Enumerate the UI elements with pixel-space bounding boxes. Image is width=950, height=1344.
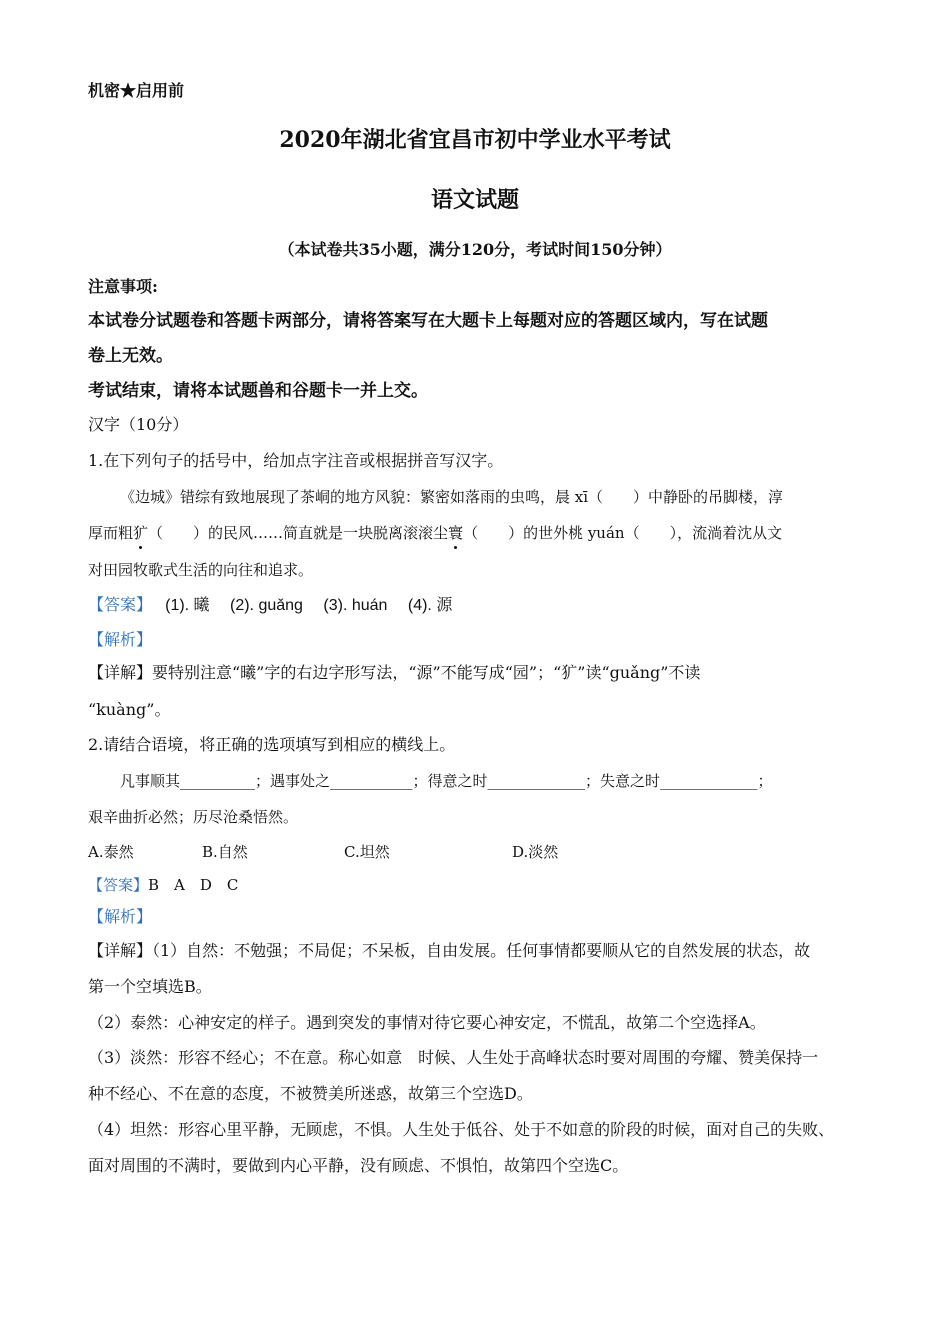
q1-analysis-label: 【解析】 (88, 630, 153, 649)
q2-detail-3a: （3）淡然：形容不经心；不在意。称心如意 时候、人生处于高峰状态时要对周围的夸耀、赞美保持一 (88, 1048, 819, 1067)
q2-detail-1a: 【详解】（1）自然：不勉强；不局促；不呆板，自由发展。任何事情都要顺从它的自然发展的状态，故 (88, 941, 811, 960)
q1-passage-line-1: 《边城》错综有致地展现了茶峒的地方风貌：繁密如落雨的虫鸣，晨 xī（ ）中静卧的吊脚楼，淳 (120, 488, 784, 506)
q2-detail-4a: （4）坦然：形容心里平静，无顾虑，不惧。人生处于低谷、处于不如意的阶段的时候，面对自己的失败、 (88, 1120, 835, 1139)
q2-detail-4b: 面对周围的不满时，要做到内心平静，没有顾虑、不惧怕，故第四个空选C。 (88, 1156, 629, 1175)
q2-answer-text: B A D C (148, 876, 239, 894)
q2-analysis-label: 【解析】 (88, 907, 153, 926)
dotted-char-1: 犷 (133, 524, 149, 542)
notice-line-3: 考试结束，请将本试题兽和谷题卡一并上交。 (88, 381, 428, 401)
q2-detail-3b: 种不经心、不在意的态度，不被赞美所迷惑，故第三个空选D。 (88, 1084, 533, 1103)
q2-detail-2: （2）泰然：心神安定的样子。遇到突发的事情对待它要心神安定，不慌乱，故第二个空选择A。 (88, 1013, 766, 1032)
q1-passage-line-3: 对田园牧歌式生活的向往和追求。 (88, 561, 314, 579)
notice-line-1: 本试卷分试题卷和答题卡两部分，请将答案写在大题卡上每题对应的答题区域内，写在试题 (88, 311, 768, 331)
q2-detail-1b: 第一个空填选B。 (88, 977, 212, 996)
exam-title: 2020年湖北省宜昌市初中学业水平考试 (279, 127, 671, 153)
q2-passage-line-2: 艰辛曲折必然；历尽沧桑悟然。 (88, 808, 299, 826)
q2-options (88, 841, 558, 863)
answer-label: 【答案】 (88, 595, 153, 614)
exam-info: （本试卷共35小题，满分120分，考试时间150分钟） (278, 240, 672, 259)
q1-passage-line-2: 厚而粗犷（ ）的民风……简直就是一块脱离滚滚尘寰（ ）的世外桃 yuán（ ），流淌着沈从文 (88, 524, 783, 542)
q2-answer (88, 874, 238, 896)
option-a: A.泰然 (88, 843, 134, 861)
notice-heading: 注意事项: (88, 277, 158, 296)
q1-answer-text: (1). 曦 (2). guǎng (3). huán (4). 源 (165, 597, 453, 614)
notice-line-2: 卷上无效。 (88, 346, 173, 366)
option-c: C.坦然 (344, 843, 390, 861)
option-b: B.自然 (202, 843, 248, 861)
q1-detail-line-2: “kuàng”。 (88, 700, 171, 719)
q1-detail-line-1: 【详解】要特别注意“曦”字的右边字形写法，“源”不能写成“园”；“犷”读“guǎng”不读 (88, 663, 701, 682)
answer-label: 【答案】 (88, 876, 149, 894)
q2-prompt: 2.请结合语境，将正确的选项填写到相应的横线上。 (88, 735, 456, 754)
q1-answer (88, 594, 452, 617)
dotted-char-2: 寰 (448, 524, 464, 542)
q1-prompt: 1.在下列句子的括号中，给加点字注音或根据拼音写汉字。 (88, 451, 504, 470)
confidential-mark: 机密★启用前 (88, 81, 185, 100)
subject-title: 语文试题 (430, 187, 519, 213)
option-d: D.淡然 (512, 843, 559, 861)
section-title: 汉字（10分） (88, 415, 189, 434)
q2-passage-line-1: 凡事顺其__________；遇事处之___________；得意之时_____________；失意之时_____________； (120, 772, 773, 790)
